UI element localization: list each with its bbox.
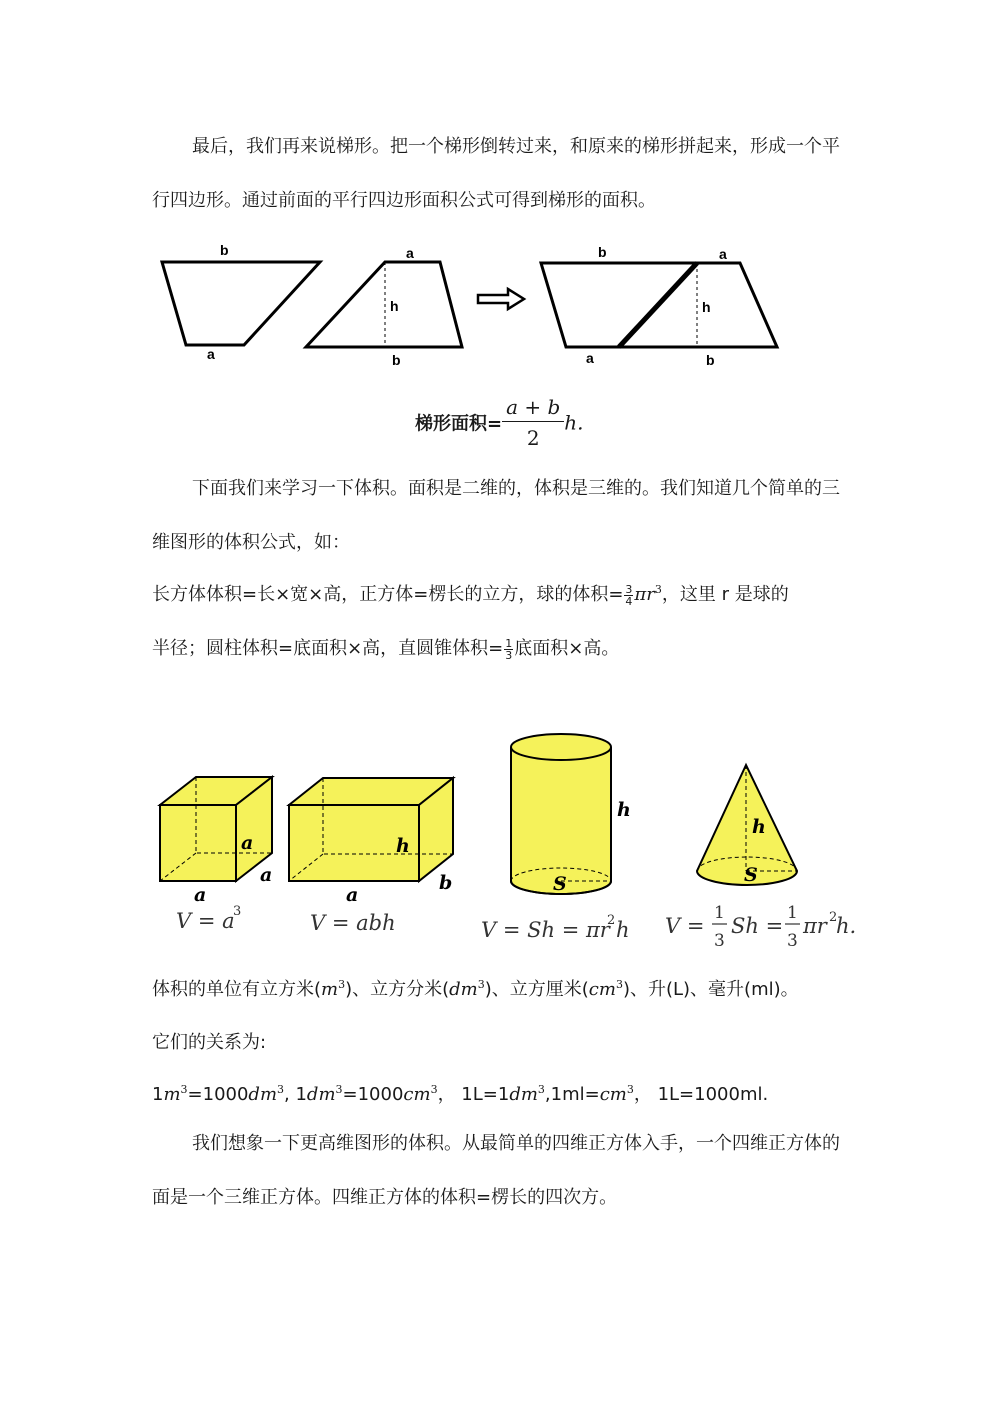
fraction: $\frac{a + b}{2}$ [502,395,564,450]
paragraph-hyper: 我们想象一下更高维图形的体积。从最简单的四维正方体入手，一个四维正方体的面是一个三维正方体。四维正方体的体积=楞长的四次方。 [152,1133,840,1208]
trapezoid-area-formula: 梯形面积= $\frac{a + b}{2}$ h. [415,395,584,450]
units-line: 体积的单位有立方米$(m^3)$、立方分米$(dm^3)$、立方厘米$(cm^3)$、升(L)、毫升(ml)。 [152,978,799,1000]
svg-text:2: 2 [607,913,616,928]
cube [160,777,272,933]
svg-text:h.: h. [836,914,857,938]
svg-text:V =: V = [665,914,705,938]
trapezoid-original [162,262,320,345]
volume-formula-line-1: 长方体体积=长×宽×高，正方体=楞长的立方，球的体积= $\frac{3}{4}$ $\pi r^3$，这里 r 是球的 [152,582,789,608]
label-b: b [392,352,401,368]
label-a: a [719,246,727,262]
svg-text:a: a [260,864,273,886]
svg-text:1: 1 [714,903,725,923]
svg-text:S: S [553,873,567,895]
svg-text:b: b [439,872,453,894]
formula-label: 梯形面积= [415,413,503,435]
label-b: b [706,352,715,368]
label-b: b [220,242,229,258]
split-line [619,263,697,347]
paragraph-trapezoid-intro: 最后，我们再来说梯形。把一个梯形倒转过来，和原来的梯形拼起来，形成一个平行四边形。通过前面的平行四边形面积公式可得到梯形的面积。 [152,136,840,211]
svg-text:1: 1 [787,903,798,923]
svg-text:3: 3 [714,931,725,951]
label-a: a [207,346,215,362]
solids-diagram [0,725,1000,955]
label-b: b [598,244,607,260]
svg-text:a: a [346,884,359,906]
label-h: h [390,298,399,314]
svg-text:2: 2 [829,910,838,925]
label-h: h [702,299,711,315]
arrow-icon [478,289,524,309]
svg-text:S: S [744,864,758,886]
trapezoid-diagram [0,235,1000,395]
svg-text:3: 3 [787,931,798,951]
label-a: a [586,350,594,366]
svg-text:h: h [617,799,631,821]
svg-text:a: a [241,832,254,854]
svg-text:h: h [396,835,410,857]
units-relation-label: 它们的关系为: [152,1032,267,1053]
cylinder [481,734,631,942]
svg-text:3: 3 [233,904,242,919]
svg-text:V = abh: V = abh [310,911,396,935]
svg-text:πr: πr [803,914,827,938]
trapezoid-inverted [306,262,462,347]
cone [665,765,856,951]
svg-text:h: h [752,816,766,838]
units-relation: $1m^3=1000dm^3$, $1dm^3=1000cm^3$， $1L=1dm^3,1ml=cm^3$， 1L=1000ml. [152,1083,769,1105]
svg-text:h: h [616,918,630,942]
svg-text:V = Sh = πr: V = Sh = πr [481,918,610,942]
svg-text:a: a [194,884,207,906]
svg-text:V = a: V = a [176,909,235,933]
paragraph-volume-intro: 下面我们来学习一下体积。面积是二维的，体积是三维的。我们知道几个简单的三维图形的体积公式，如： [152,478,840,553]
volume-formula-line-2: 半径；圆柱体积=底面积×高，直圆锥体积= $\frac{1}{3}$ 底面积×高。 [152,636,620,662]
cuboid [289,778,453,935]
svg-text:Sh =: Sh = [731,914,784,938]
label-a: a [406,245,414,261]
